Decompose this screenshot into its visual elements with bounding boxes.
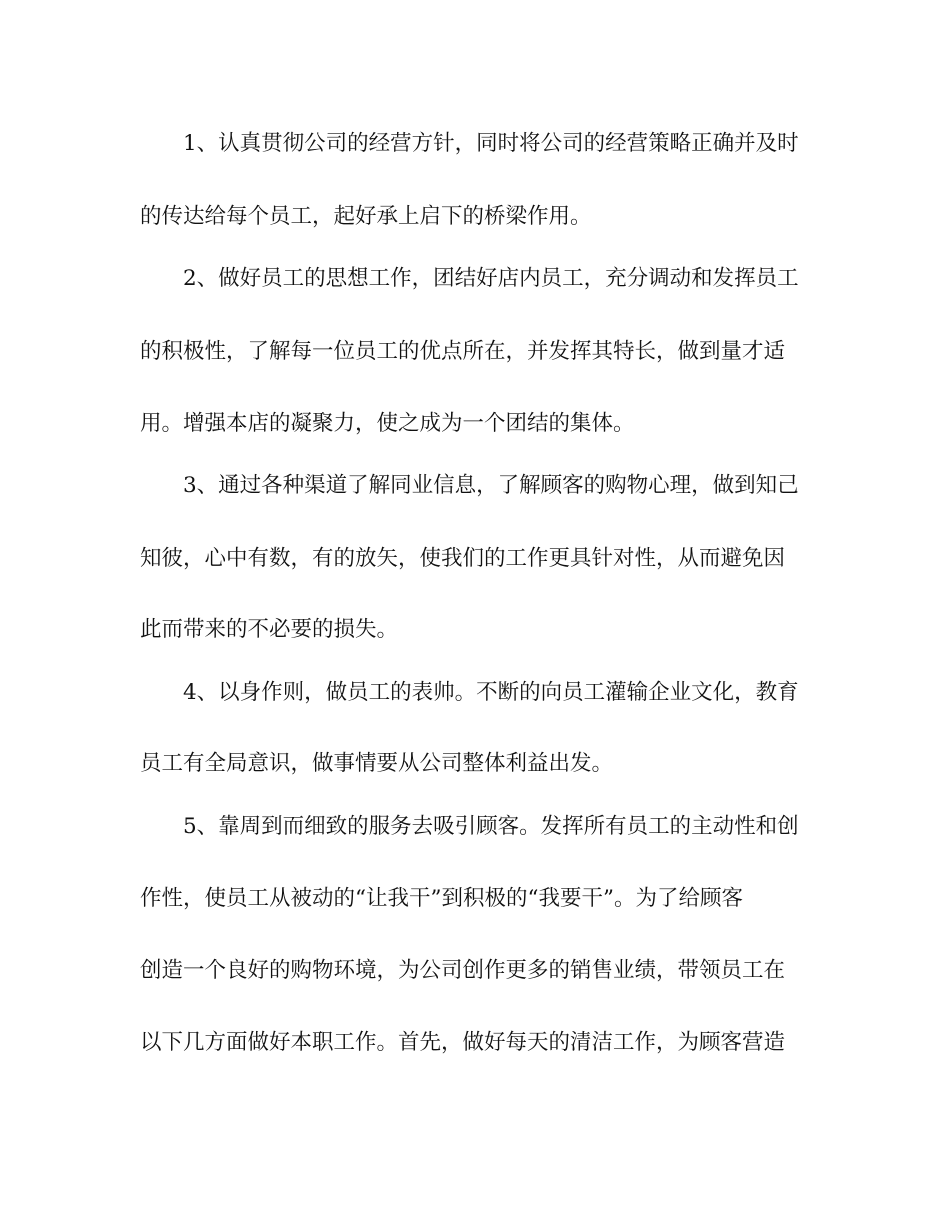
paragraph-5-line-1: 5、靠周到而细致的服务去吸引顾客。发挥所有员工的主动性和创 <box>183 814 799 839</box>
paragraph-1-line-1: 1、认真贯彻公司的经营方针，同时将公司的经营策略正确并及时 <box>183 131 799 156</box>
paragraph-2-line-3: 用。增强本店的凝聚力，使之成为一个团结的集体。 <box>140 411 635 436</box>
paragraph-4-line-1: 4、以身作则，做员工的表帅。不断的向员工灌输企业文化，教育 <box>183 680 799 705</box>
paragraph-3-line-3: 此而带来的不必要的损失。 <box>140 617 399 642</box>
paragraph-5-line-4: 以下几方面做好本职工作。首先，做好每天的清洁工作，为顾客营造 <box>140 1030 786 1055</box>
paragraph-5-line-3: 创造一个良好的购物环境，为公司创作更多的销售业绩，带领员工在 <box>140 958 786 983</box>
paragraph-3-line-2: 知彼，心中有数，有的放矢，使我们的工作更具针对性，从而避免因 <box>140 546 786 571</box>
paragraph-2-line-2: 的积极性，了解每一位员工的优点所在，并发挥其特长，做到量才适 <box>140 339 786 364</box>
paragraph-5-line-2: 作性，使员工从被动的“让我干”到积极的“我要干”。为了给顾客 <box>140 886 743 911</box>
paragraph-1-line-2: 的传达给每个员工，起好承上启下的桥梁作用。 <box>140 204 592 229</box>
paragraph-4-line-2: 员工有全局意识，做事情要从公司整体利益出发。 <box>140 751 614 776</box>
paragraph-2-line-1: 2、做好员工的思想工作，团结好店内员工，充分调动和发挥员工 <box>183 266 799 291</box>
paragraph-3-line-1: 3、通过各种渠道了解同业信息，了解顾客的购物心理，做到知己 <box>183 473 799 498</box>
